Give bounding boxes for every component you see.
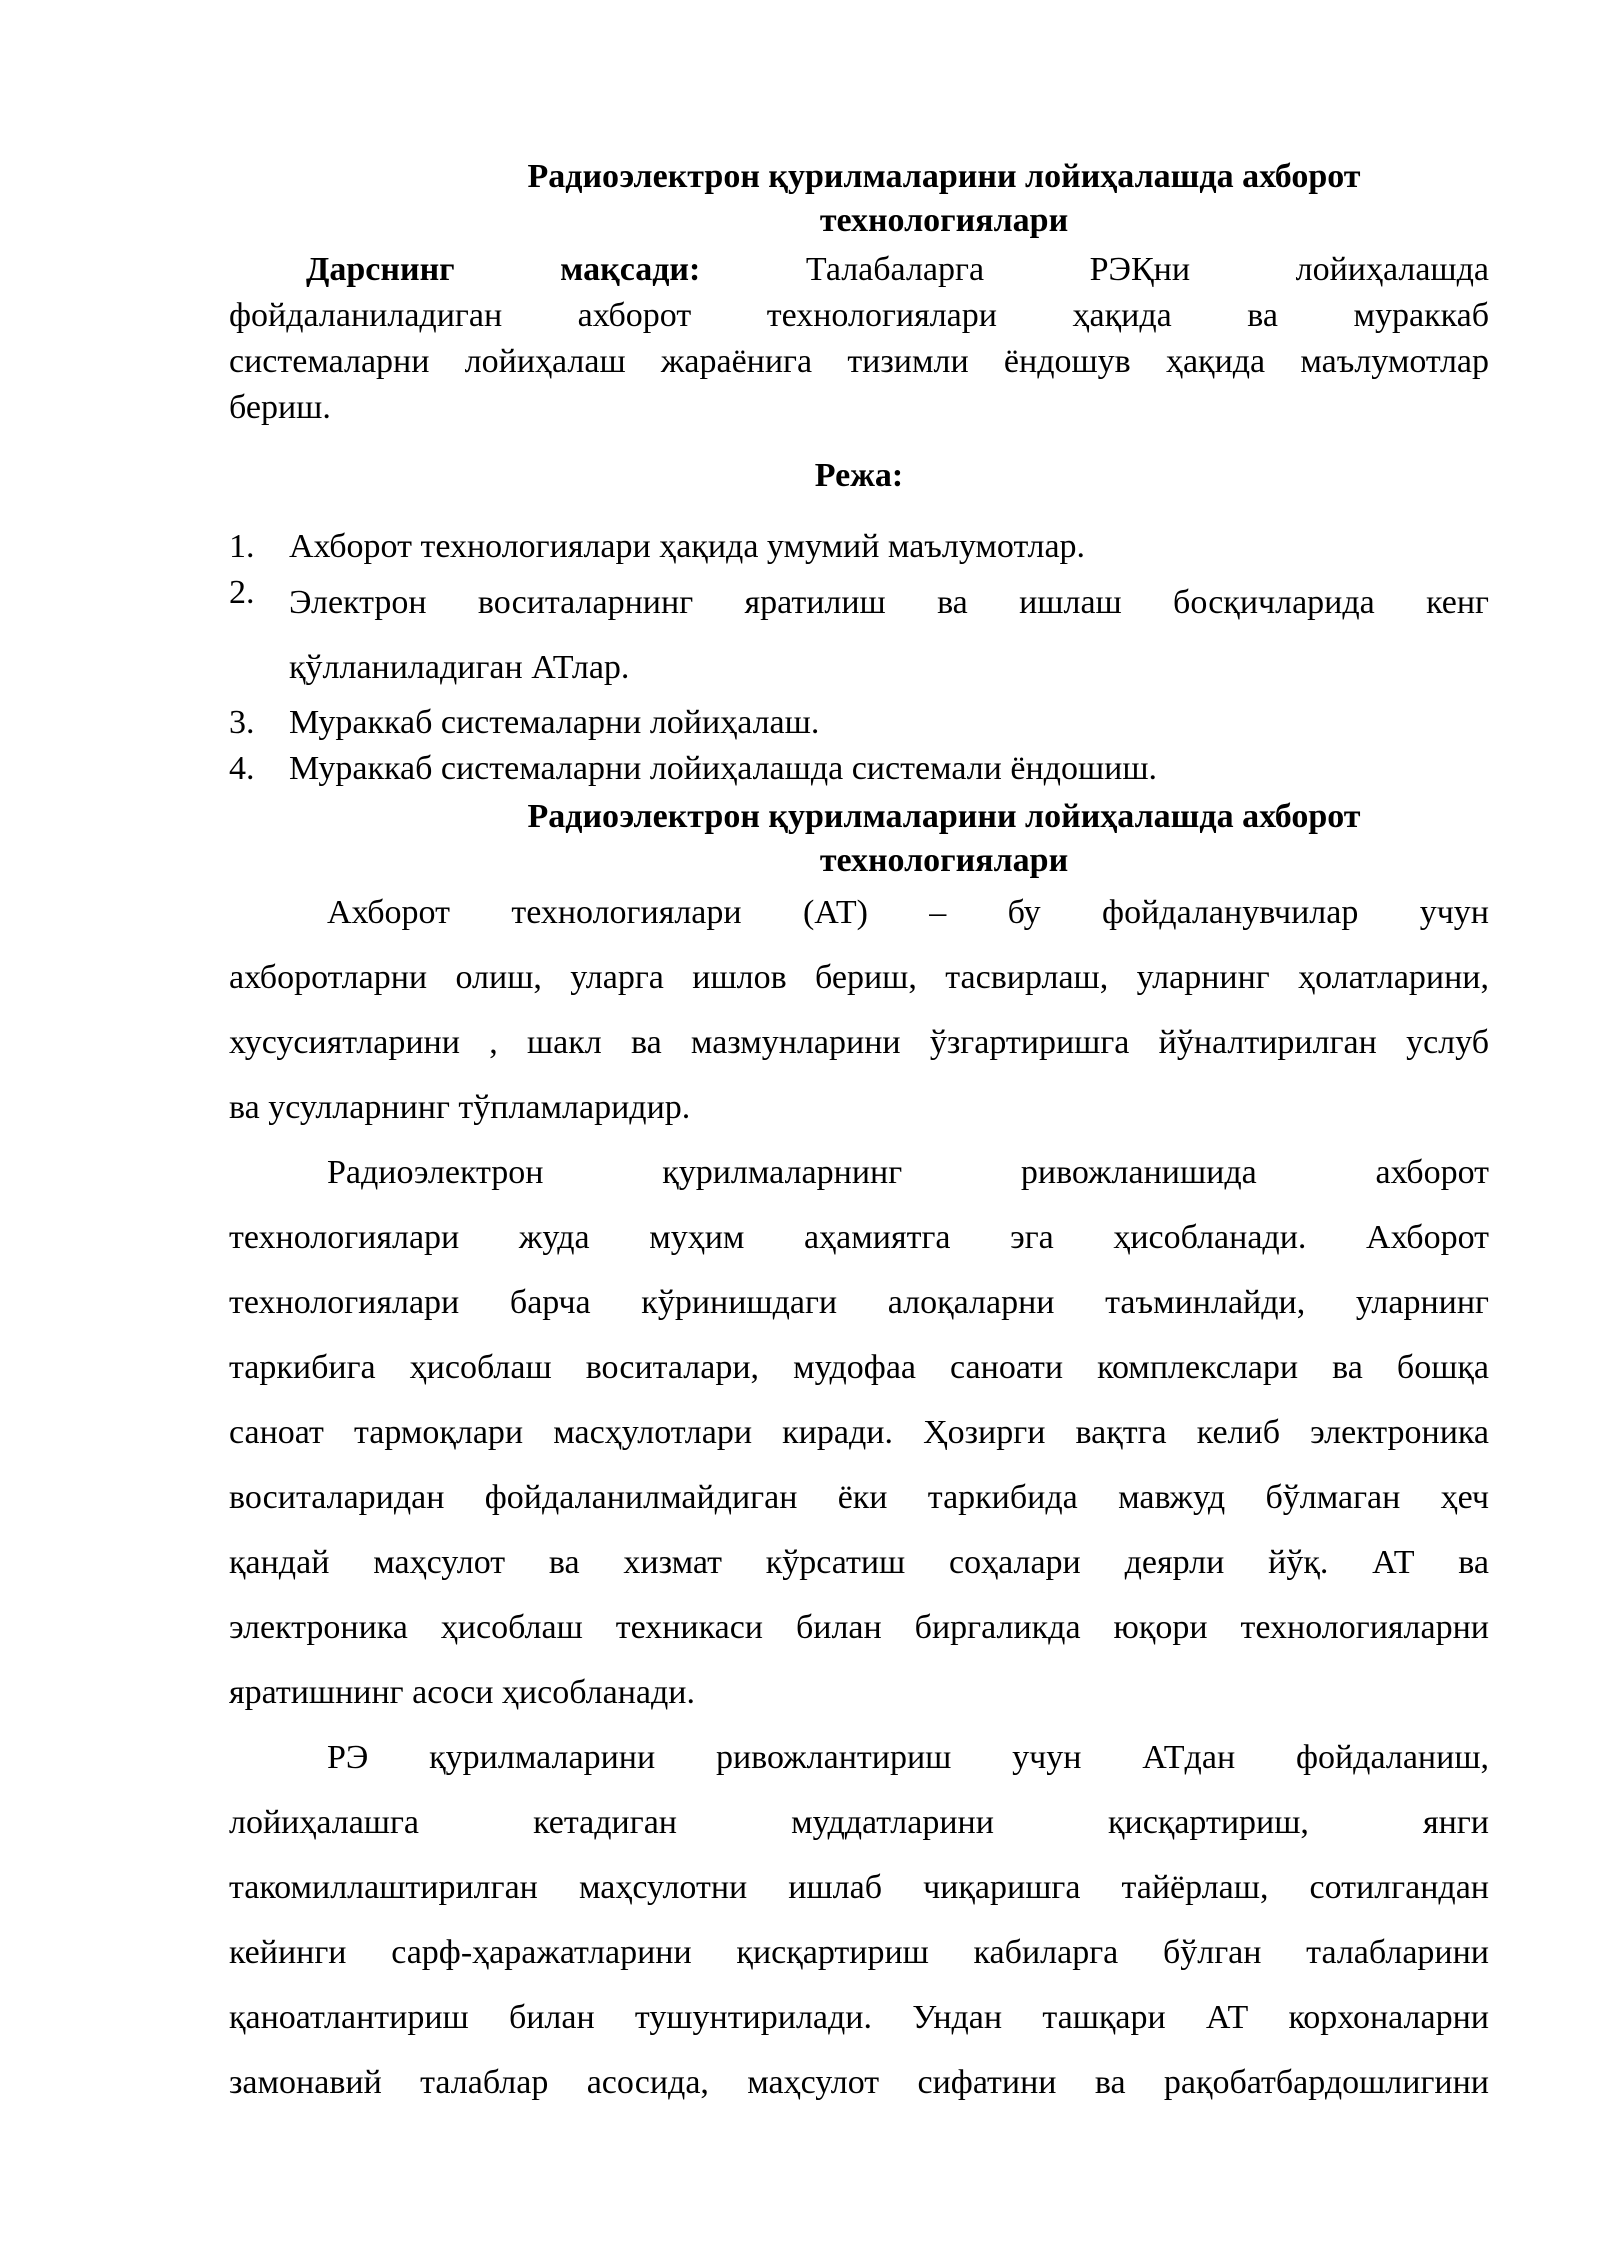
- goal-label: Дарснинг мақсади:: [306, 251, 701, 288]
- section-title-line-2: технологиялари: [819, 842, 1069, 879]
- body-paragraph: Радиоэлектрон қурилмаларнинг ривожланишида ахборот технологиялари жуда муҳим аҳамиятга эга ҳисобланади. Ахборот технологиялари барча кўринишдаги алоқаларни таъминлайди, уларнинг таркибига ҳисоблаш воситалари, мудофаа саноати комплекслари ва бошқа саноат тармоқлари масҳулотлари киради. Ҳозирги вақтга келиб электроника воситаларидан фойдаланилмайдиган ёки таркибида мавжуд бўлмаган ҳеч қандай маҳсулот ва хизмат кўрсатиш соҳалари деярли йўқ. АТ ва электроника ҳисоблаш техникаси билан биргаликда юқори технологияларни яратишнинг асоси ҳисобланади.: [229, 1154, 1489, 1711]
- goal-paragraph: [229, 247, 1489, 431]
- body-paragraph: Ахборот технологиялари (АТ) – бу фойдаланувчилар учун ахборотларни олиш, уларга ишлов бериш, тасвирлаш, уларнинг ҳолатларини, хусусиятларини , шакл ва мазмунларини ўзгартиришга йўналтирилган услуб ва усулларнинг тўпламларидир.: [229, 894, 1489, 1126]
- plan-item: 3. Мураккаб системаларни лойиҳалаш.: [229, 704, 820, 741]
- section-title-line-1: Радиоэлектрон қурилмаларини лойиҳалашда ахборот: [527, 798, 1361, 835]
- goal-line-1: Талабаларга РЭҚни лойиҳалашда: [805, 251, 1489, 288]
- section-title: [479, 795, 1409, 883]
- title-line-1: Радиоэлектрон қурилмаларини лойиҳалашда ахборот: [527, 158, 1361, 195]
- goal-line-2: фойдаланиладиган ахборот технологиялари ҳақида ва мураккаб: [229, 297, 1489, 334]
- goal-line-3: системаларни лойиҳалаш жараёнига тизимли ёндошув ҳақида маълумотлар: [229, 343, 1489, 380]
- plan-heading: Режа:: [814, 457, 904, 494]
- plan-item: 2. Электрон воситаларнинг яратилиш ва ишлаш босқичларида кенг қўлланиладиган АТлар.: [229, 574, 1489, 686]
- title-line-2: технологиялари: [819, 202, 1069, 239]
- body-paragraph: РЭ қурилмаларини ривожлантириш учун АТдан фойдаланиш, лойиҳалашга кетадиган муддатларини қисқартириш, янги такомиллаштирилган маҳсулотни ишлаб чиқаришга тайёрлаш, сотилгандан кейинги сарф-ҳаражатларини қисқартириш кабиларга бўлган талабларини қаноатлантириш билан тушунтирилади. Ундан ташқари АТ корхоналарни замонавий талаблар асосида, маҳсулот сифатини ва рақобатбардошлигини: [229, 1739, 1489, 2101]
- plan-item: 4. Мураккаб системаларни лойиҳалашда системали ёндошиш.: [229, 750, 1158, 787]
- plan-item: 1. Ахборот технологиялари ҳақида умумий маълумотлар.: [229, 528, 1086, 565]
- document-title: [479, 155, 1409, 243]
- goal-line-4: бериш.: [229, 389, 331, 426]
